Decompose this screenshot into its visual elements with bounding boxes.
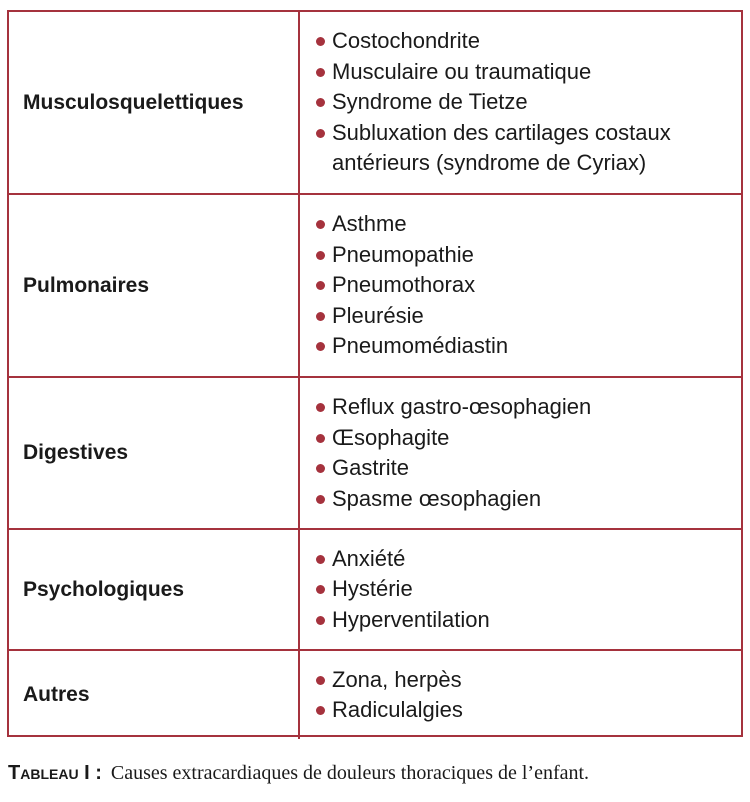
causes-table bbox=[9, 12, 741, 739]
list-item: Musculaire ou traumatique bbox=[316, 57, 733, 88]
table-row bbox=[9, 377, 741, 529]
items-cell bbox=[299, 529, 741, 650]
category-label: Digestives bbox=[23, 441, 129, 464]
cause-list bbox=[316, 26, 733, 179]
category-label: Musculosquelettiques bbox=[23, 90, 244, 114]
category-label: Pulmonaires bbox=[23, 273, 150, 297]
items-cell bbox=[299, 194, 741, 377]
category-cell bbox=[9, 12, 299, 194]
cause-list bbox=[316, 665, 733, 726]
items-cell bbox=[299, 377, 741, 529]
list-item: Reflux gastro-œsophagien bbox=[316, 392, 733, 423]
table-row bbox=[9, 194, 741, 377]
table-row bbox=[9, 529, 741, 650]
causes-table-container bbox=[7, 10, 743, 737]
category-cell bbox=[9, 529, 299, 650]
list-item: Costochondrite bbox=[316, 26, 733, 57]
list-item: Gastrite bbox=[316, 453, 733, 484]
table-caption bbox=[8, 762, 589, 785]
category-cell bbox=[9, 377, 299, 529]
list-item: Zona, herpès bbox=[316, 665, 733, 696]
list-item: Œsophagite bbox=[316, 423, 733, 454]
category-label: Autres bbox=[23, 683, 90, 706]
cause-list bbox=[316, 209, 733, 362]
list-item: Pneumomédiastin bbox=[316, 331, 733, 362]
list-item: Hystérie bbox=[316, 574, 733, 605]
items-cell bbox=[299, 12, 741, 194]
list-item: Spasme œsophagien bbox=[316, 484, 733, 515]
list-item: Radiculalgies bbox=[316, 695, 733, 726]
list-item: Pleurésie bbox=[316, 301, 733, 332]
list-item: Anxiété bbox=[316, 544, 733, 575]
table-row bbox=[9, 12, 741, 194]
table-row bbox=[9, 650, 741, 739]
category-label: Psychologiques bbox=[23, 577, 185, 601]
category-cell bbox=[9, 650, 299, 739]
list-item: Subluxation des cartilages costaux antérieurs (syndrome de Cyriax) bbox=[316, 118, 733, 179]
list-item: Asthme bbox=[316, 209, 733, 240]
list-item: Syndrome de Tietze bbox=[316, 87, 733, 118]
list-item: Pneumopathie bbox=[316, 240, 733, 271]
items-cell bbox=[299, 650, 741, 739]
list-item: Hyperventilation bbox=[316, 605, 733, 636]
list-item: Pneumothorax bbox=[316, 270, 733, 301]
cause-list bbox=[316, 392, 733, 514]
caption-text: Causes extracardiaques de douleurs thoraciques de l’enfant. bbox=[110, 762, 590, 784]
caption-label: Tableau I : bbox=[8, 762, 102, 784]
category-cell bbox=[9, 194, 299, 377]
cause-list bbox=[316, 544, 733, 636]
